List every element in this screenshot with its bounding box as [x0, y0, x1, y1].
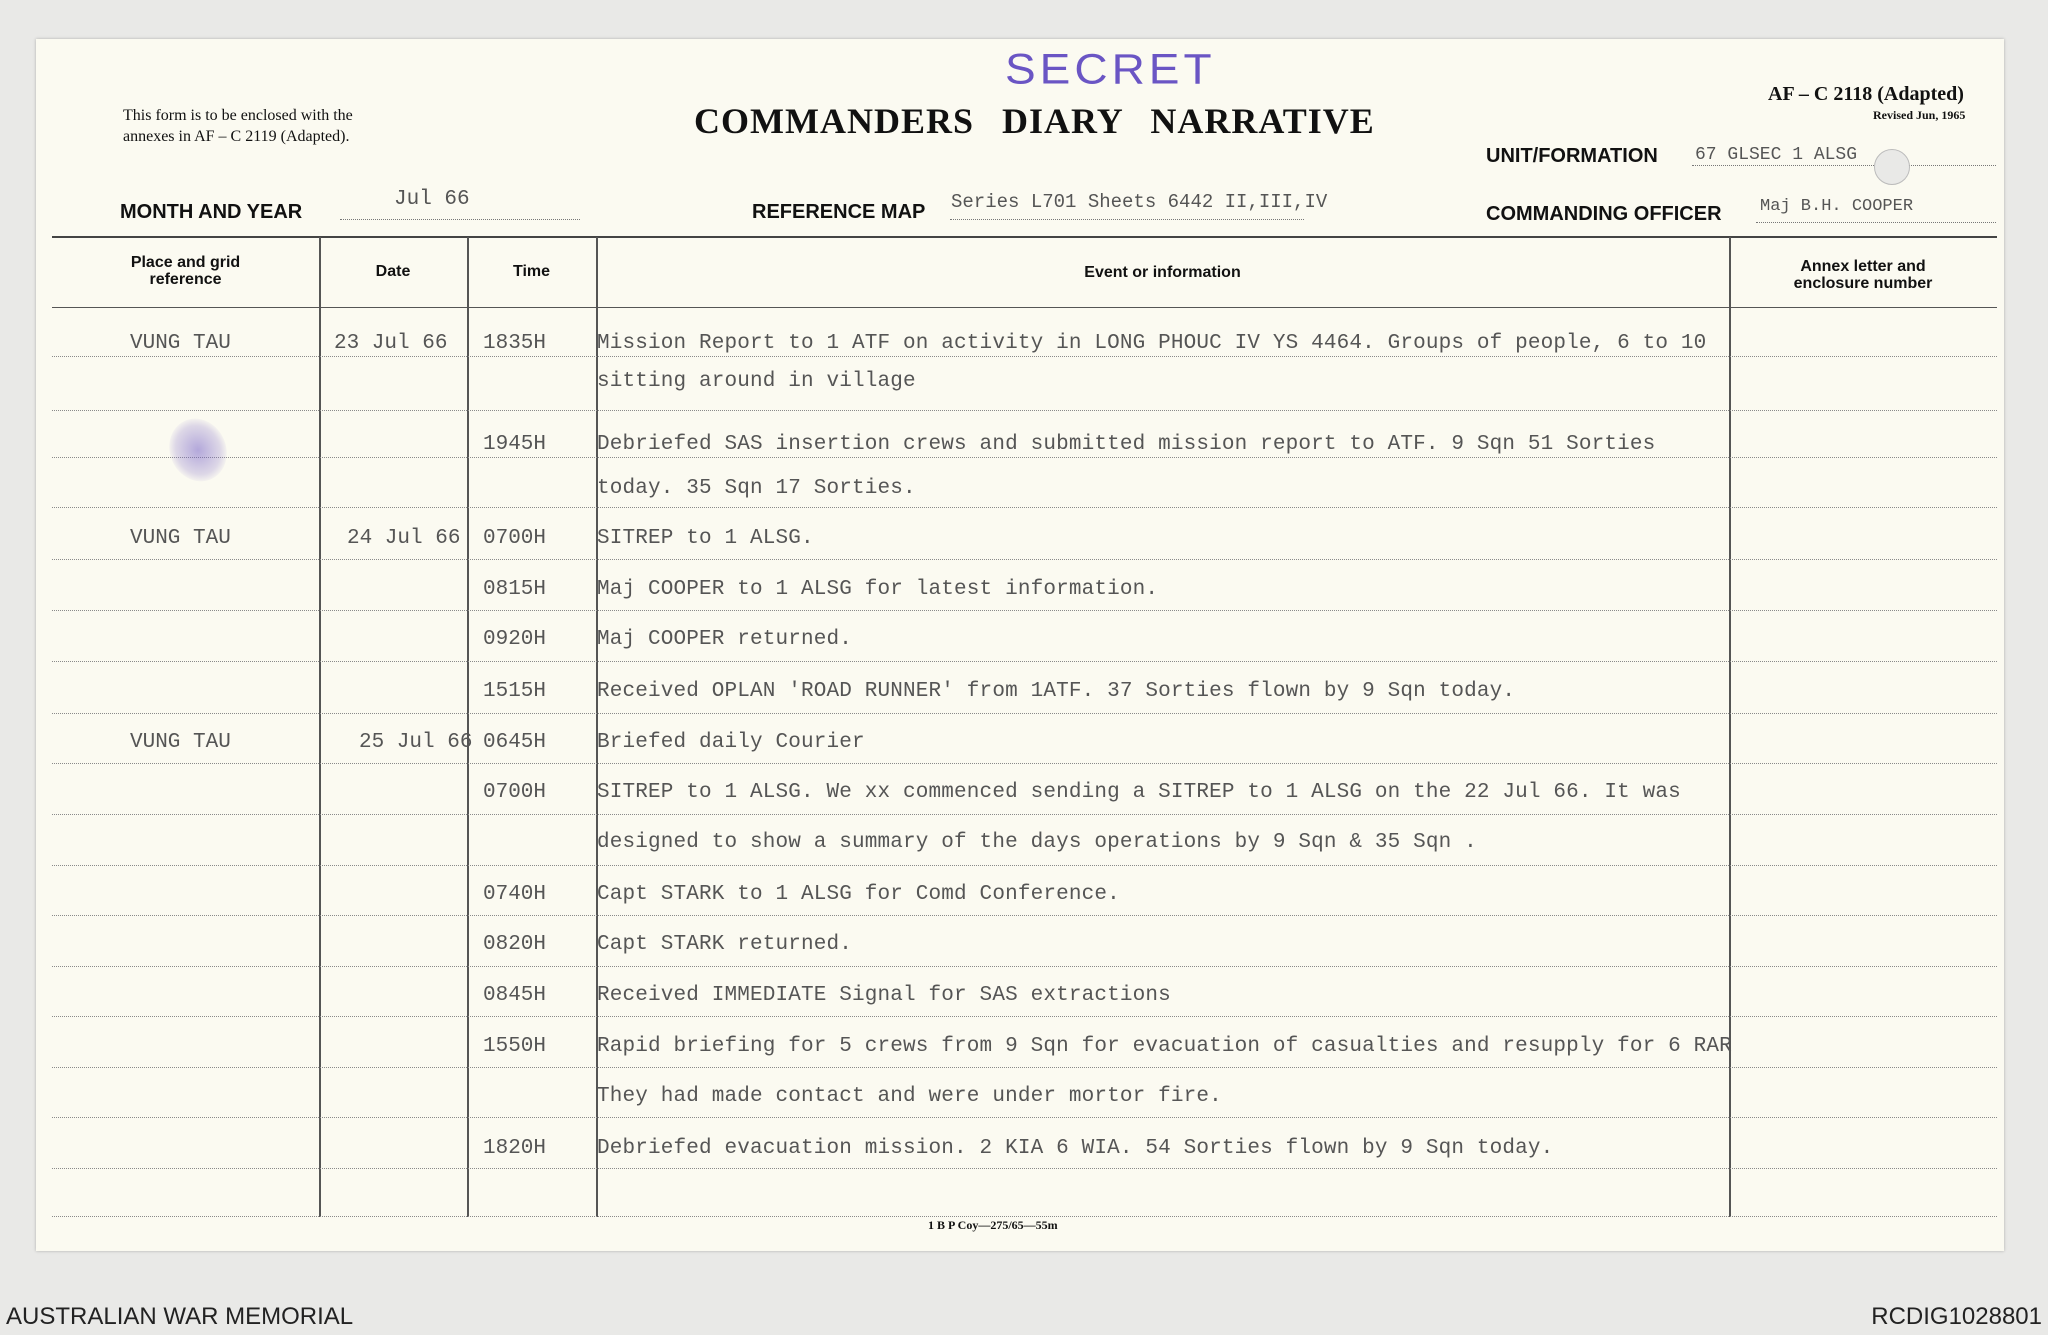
col-header-annex-line2: enclosure number — [1793, 275, 1933, 292]
printer-note: 1 B P Coy—275/65—55m — [928, 1218, 1058, 1232]
revised-date: Revised Jun, 1965 — [1873, 108, 1966, 122]
entry-event-line: Capt STARK returned. — [597, 933, 853, 956]
entry-date: 24 Jul 66 — [347, 527, 461, 550]
enclose-note — [123, 105, 353, 147]
entry-event-line: Briefed daily Courier — [597, 731, 865, 754]
commanding-officer-label: COMMANDING OFFICER — [1486, 203, 1722, 225]
entry-time: 0820H — [483, 933, 547, 956]
col-header-annex — [1729, 258, 1997, 292]
entry-time: 0700H — [483, 781, 547, 804]
entry-event-line: They had made contact and were under mortor fire. — [597, 1085, 1222, 1108]
enclose-note-line1: This form is to be enclosed with the — [123, 107, 353, 124]
form-title: COMMANDERS DIARY NARRATIVE — [694, 101, 1375, 141]
unit-formation-label: UNIT/FORMATION — [1486, 145, 1658, 167]
ruled-line — [52, 1016, 1997, 1017]
entry-place: VUNG TAU — [130, 731, 231, 754]
col-header-time: Time — [512, 263, 551, 280]
entry-time: 0645H — [483, 731, 547, 754]
ruled-line — [52, 865, 1997, 866]
ruled-line — [52, 1216, 1997, 1217]
col-divider-place — [319, 237, 321, 1217]
table-top-rule — [52, 236, 1997, 238]
entry-event-line: Debriefed SAS insertion crews and submitted mission report to ATF. 9 Sqn 51 Sorties — [597, 433, 1656, 456]
ruled-line — [52, 763, 1997, 764]
ruled-line — [52, 356, 1997, 357]
col-divider-event — [1729, 237, 1731, 1217]
entry-place: VUNG TAU — [130, 332, 231, 355]
ruled-line — [52, 610, 1997, 611]
col-divider-date — [467, 237, 469, 1217]
entry-date: 23 Jul 66 — [334, 332, 448, 355]
ruled-line — [52, 814, 1997, 815]
entry-time: 1945H — [483, 433, 547, 456]
entry-event-line: Rapid briefing for 5 crews from 9 Sqn for evacuation of casualties and resupply for 6 RAR — [597, 1035, 1732, 1058]
col-header-place-line1: Place and grid — [130, 254, 241, 271]
secret-stamp: SECRET — [1005, 45, 1216, 93]
entry-event-line: SITREP to 1 ALSG. — [597, 527, 814, 550]
month-year-value: Jul 66 — [394, 188, 470, 211]
col-header-place — [52, 254, 319, 288]
col-header-place-line2: reference — [149, 271, 222, 288]
entry-event-line: designed to show a summary of the days operations by 9 Sqn & 35 Sqn . — [597, 831, 1477, 854]
entry-event-line: Received OPLAN 'ROAD RUNNER' from 1ATF. 37 Sorties flown by 9 Sqn today. — [597, 680, 1516, 703]
entry-time: 1550H — [483, 1035, 547, 1058]
entry-time: 1515H — [483, 680, 547, 703]
entry-time: 0845H — [483, 984, 547, 1007]
month-year-label: MONTH AND YEAR — [120, 201, 303, 223]
ruled-line — [52, 1117, 1997, 1118]
entry-time: 1820H — [483, 1137, 547, 1160]
punch-hole — [1874, 149, 1910, 185]
unit-formation-dotline — [1692, 165, 1996, 166]
ruled-line — [52, 661, 1997, 662]
entry-event-line: Received IMMEDIATE Signal for SAS extractions — [597, 984, 1171, 1007]
ruled-line — [52, 1168, 1997, 1169]
ruled-line — [52, 713, 1997, 714]
entry-time: 0740H — [483, 883, 547, 906]
ruled-line — [52, 410, 1997, 411]
form-number: AF – C 2118 (Adapted) — [1768, 83, 1964, 105]
table-header-rule — [52, 307, 1997, 308]
ruled-line — [52, 1067, 1997, 1068]
col-header-date: Date — [375, 263, 411, 280]
unit-formation-value: 67 GLSEC 1 ALSG — [1695, 145, 1858, 165]
month-year-dotline — [340, 219, 580, 220]
footer-right: RCDIG1028801 — [1871, 1303, 2042, 1330]
reference-map-value: Series L701 Sheets 6442 II,III,IV — [951, 191, 1328, 213]
entry-event-line: Mission Report to 1 ATF on activity in LONG PHOUC IV YS 4464. Groups of people, 6 to 10 — [597, 332, 1707, 355]
commanding-officer-value: Maj B.H. COOPER — [1760, 197, 1914, 216]
ruled-line — [52, 507, 1997, 508]
entry-time: 1835H — [483, 332, 547, 355]
entry-time: 0920H — [483, 628, 547, 651]
enclose-note-line2: annexes in AF – C 2119 (Adapted). — [123, 128, 350, 145]
ruled-line — [52, 966, 1997, 967]
entry-place: VUNG TAU — [130, 527, 231, 550]
col-header-annex-line1: Annex letter and — [1800, 258, 1926, 275]
entry-event-line: Debriefed evacuation mission. 2 KIA 6 WIA. 54 Sorties flown by 9 Sqn today. — [597, 1137, 1554, 1160]
entry-event-line: Capt STARK to 1 ALSG for Comd Conference. — [597, 883, 1120, 906]
footer-left: AUSTRALIAN WAR MEMORIAL — [6, 1303, 354, 1330]
entry-event-line: Maj COOPER returned. — [597, 628, 853, 651]
reference-map-dotline — [950, 219, 1304, 220]
reference-map-label: REFERENCE MAP — [752, 201, 926, 223]
col-header-event: Event or information — [1084, 264, 1241, 281]
ruled-line — [52, 457, 1997, 458]
ruled-line — [52, 559, 1997, 560]
entry-time: 0700H — [483, 527, 547, 550]
entry-event-line: Maj COOPER to 1 ALSG for latest information. — [597, 578, 1159, 601]
commanding-officer-dotline — [1756, 222, 1996, 223]
entry-time: 0815H — [483, 578, 547, 601]
entry-event-line: SITREP to 1 ALSG. We xx commenced sending a SITREP to 1 ALSG on the 22 Jul 66. It was — [597, 781, 1681, 804]
entry-event-line: sitting around in village — [597, 370, 916, 393]
entry-date: 25 Jul 66 — [359, 731, 473, 754]
entry-event-line: today. 35 Sqn 17 Sorties. — [597, 477, 916, 500]
ruled-line — [52, 915, 1997, 916]
